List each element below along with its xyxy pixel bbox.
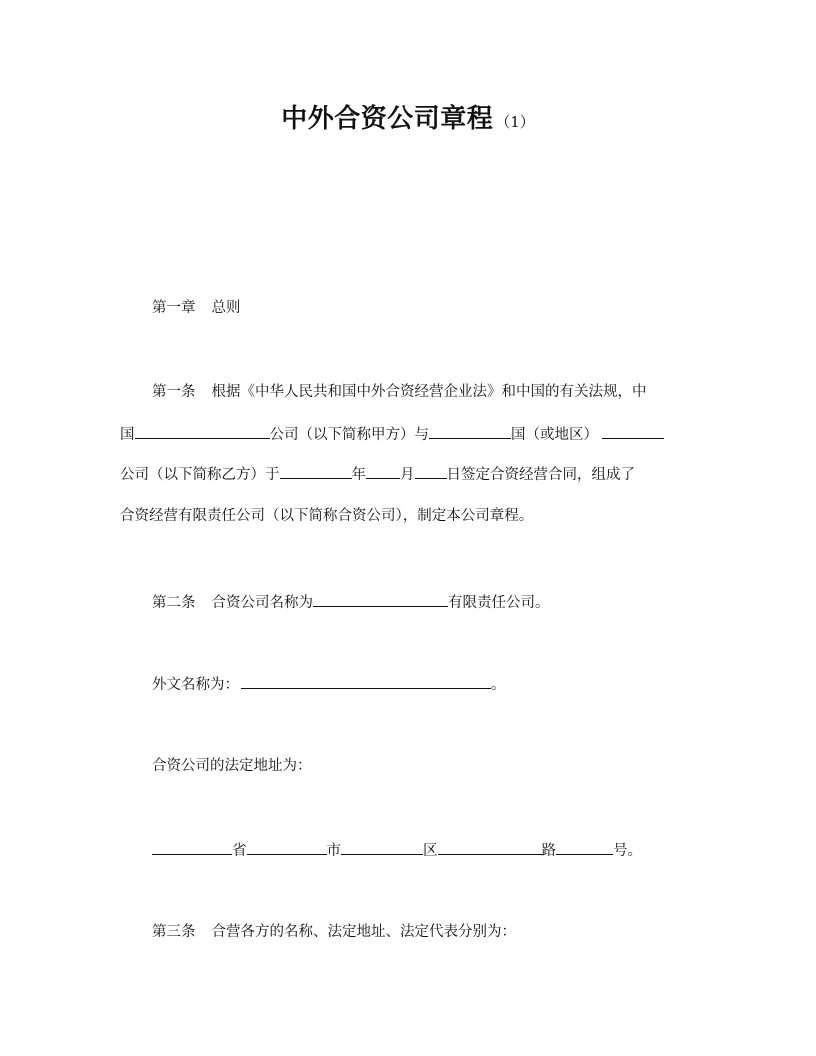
article-3-text: 合营各方的名称、法定地址、法定代表分别为： [211, 924, 516, 940]
province-label: 省 [232, 843, 247, 859]
chapter-heading [152, 298, 241, 318]
address-label: 合资公司的法定地址为： [152, 758, 312, 774]
chapter-number: 第一章 [152, 300, 196, 316]
article-1-text-1: 根据《中华人民共和国中外合资经营企业法》和中国的有关法规，中 [211, 384, 647, 400]
address-line [152, 840, 642, 861]
party-b-name-blank[interactable] [602, 424, 664, 439]
address-label-line [152, 756, 312, 776]
district-blank[interactable] [341, 840, 423, 855]
sign-year-blank[interactable] [280, 464, 352, 479]
article-2-label: 第二条 [152, 595, 196, 611]
article-1-line-4 [120, 506, 533, 526]
month-label: 月 [400, 467, 415, 483]
foreign-name-end: 。 [491, 677, 506, 693]
party-b-country-blank[interactable] [429, 424, 511, 439]
province-blank[interactable] [152, 840, 232, 855]
district-label: 区 [423, 843, 438, 859]
sign-day-blank[interactable] [415, 464, 447, 479]
article-1-text-2a: 国 [120, 427, 135, 443]
title-suffix: （1） [495, 113, 535, 131]
article-3-line-1 [152, 922, 516, 942]
article-1-text-4: 合资经营有限责任公司（以下简称合资公司），制定本公司章程。 [120, 508, 534, 524]
city-blank[interactable] [247, 840, 327, 855]
party-a-name-blank[interactable] [135, 424, 270, 439]
number-label: 号。 [613, 843, 642, 859]
year-label: 年 [351, 467, 366, 483]
article-1-label: 第一条 [152, 384, 196, 400]
road-blank[interactable] [438, 840, 542, 855]
document-title [0, 98, 816, 135]
foreign-name-blank[interactable] [241, 674, 491, 689]
city-label: 市 [326, 843, 341, 859]
number-blank[interactable] [556, 840, 613, 855]
sign-month-blank[interactable] [366, 464, 400, 479]
article-1-text-2c: 国（或地区） [511, 427, 598, 443]
foreign-name-label: 外文名称为： [152, 677, 239, 693]
article-1-text-3a: 公司（以下简称乙方）于 [120, 467, 280, 483]
road-label: 路 [541, 843, 556, 859]
title-main: 中外合资公司章程 [281, 104, 494, 134]
foreign-name-line [152, 674, 506, 695]
article-1-line-3 [120, 464, 635, 485]
article-2-text-1: 合资公司名称为 [211, 595, 313, 611]
article-1-line-1 [152, 382, 647, 402]
article-1-text-3d: 日签定合资经营合同，组成了 [446, 467, 635, 483]
article-2-text-2: 有限责任公司。 [448, 595, 550, 611]
article-1-line-2 [120, 424, 664, 445]
article-1-text-2b: 公司（以下简称甲方）与 [269, 427, 429, 443]
article-2-line-1 [152, 592, 550, 613]
article-3-label: 第三条 [152, 924, 196, 940]
company-name-blank[interactable] [313, 592, 448, 607]
chapter-name: 总则 [211, 300, 241, 316]
